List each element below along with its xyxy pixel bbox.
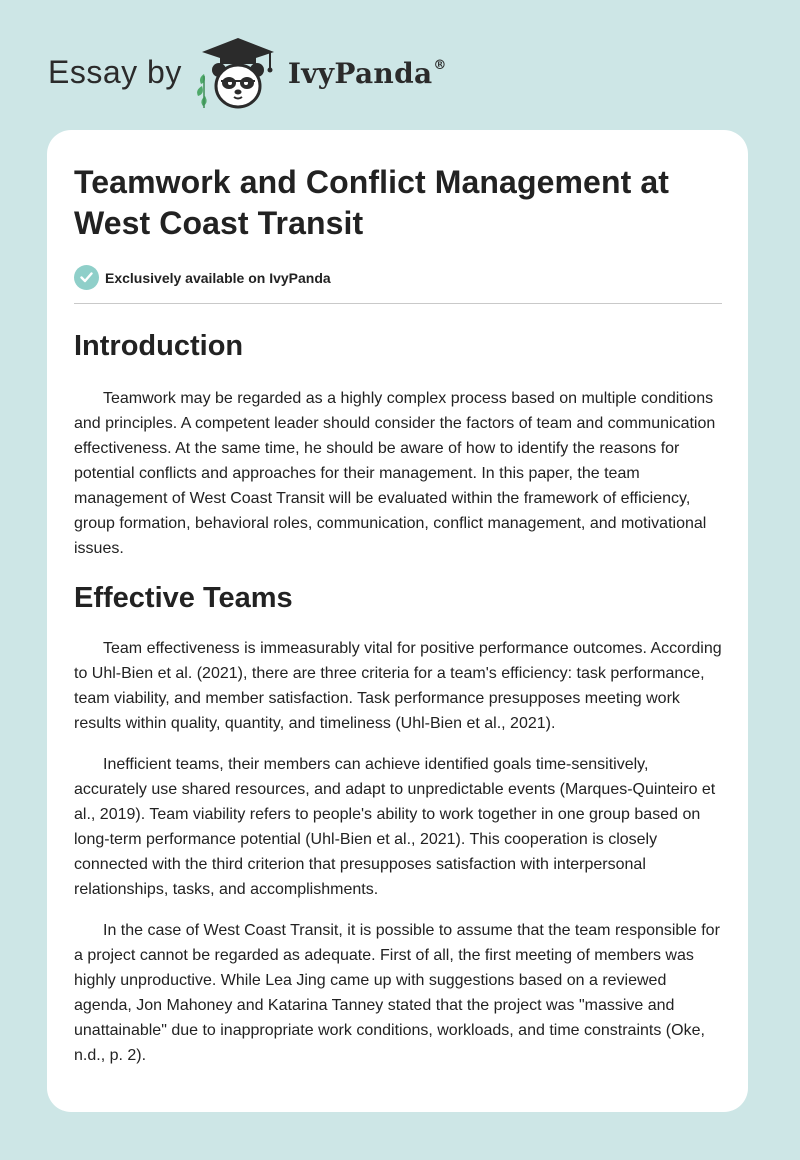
site-header bbox=[48, 34, 447, 114]
exclusive-badge bbox=[74, 265, 722, 304]
registered-mark: ® bbox=[433, 57, 447, 73]
section-heading-effective-teams: Effective Teams bbox=[74, 582, 293, 614]
paragraph: Teamwork may be regarded as a highly complex process based on multiple conditions and principles. A competent leader should consider the factors of team and communication effectiveness. At the same time, he should be aware of how to identify the reasons for potential conflicts and approaches for their management. In this paper, the team management of West Coast Transit will be evaluated within the framework of efficiency, group formation, behavioral roles, communication, conflict management, and motivational issues. bbox=[74, 390, 716, 557]
paragraph: Inefficient teams, their members can achieve identified goals time-sensitively, accurately use shared resources, and adapt to unpredictable events (Marques-Quinteiro et al., 2019). Team viability refers to people's ability to work together in one group based on long-term performance potential (Uhl-Bien et al., 2021). This cooperation is closely connected with the third criterion that presupposes satisfaction with interpersonal relationships, tasks, and accomplishments. bbox=[74, 756, 716, 898]
title-line-1: Teamwork and Conflict Management at bbox=[74, 164, 669, 200]
panda-graduate-logo-icon[interactable] bbox=[192, 34, 284, 114]
brand-name[interactable] bbox=[288, 57, 447, 90]
section-heading-introduction: Introduction bbox=[74, 330, 244, 362]
title-line-2: West Coast Transit bbox=[74, 205, 364, 241]
check-icon bbox=[74, 265, 99, 290]
paragraph: Team effectiveness is immeasurably vital for positive performance outcomes. According to Uhl-Bien et al. (2021), there are three criteria for a team's efficiency: task performance, team viability, and member satisfaction. Task performance presupposes meeting work results within quality, quantity, and timeliness (Uhl-Bien et al., 2021). bbox=[74, 640, 722, 732]
ivy-leaf-icon bbox=[197, 74, 207, 108]
brand-name-text: IvyPanda bbox=[287, 56, 433, 90]
page-title bbox=[74, 162, 722, 244]
essay-by-label: Essay by bbox=[48, 53, 182, 90]
exclusive-badge-text: Exclusively available on IvyPanda bbox=[105, 269, 331, 286]
paragraph: In the case of West Coast Transit, it is possible to assume that the team responsible for a project cannot be regarded as adequate. First of all, the first meeting of members was highly unproductive. While Lea Jing came up with suggestions based on a reviewed agenda, Jon Mahoney and Katarina Tanney stated that the project was "massive and unattainable" due to inappropriate work conditions, workloads, and time constraints (Oke, n.d., p. 2). bbox=[74, 922, 720, 1064]
essay-card bbox=[47, 130, 748, 1112]
